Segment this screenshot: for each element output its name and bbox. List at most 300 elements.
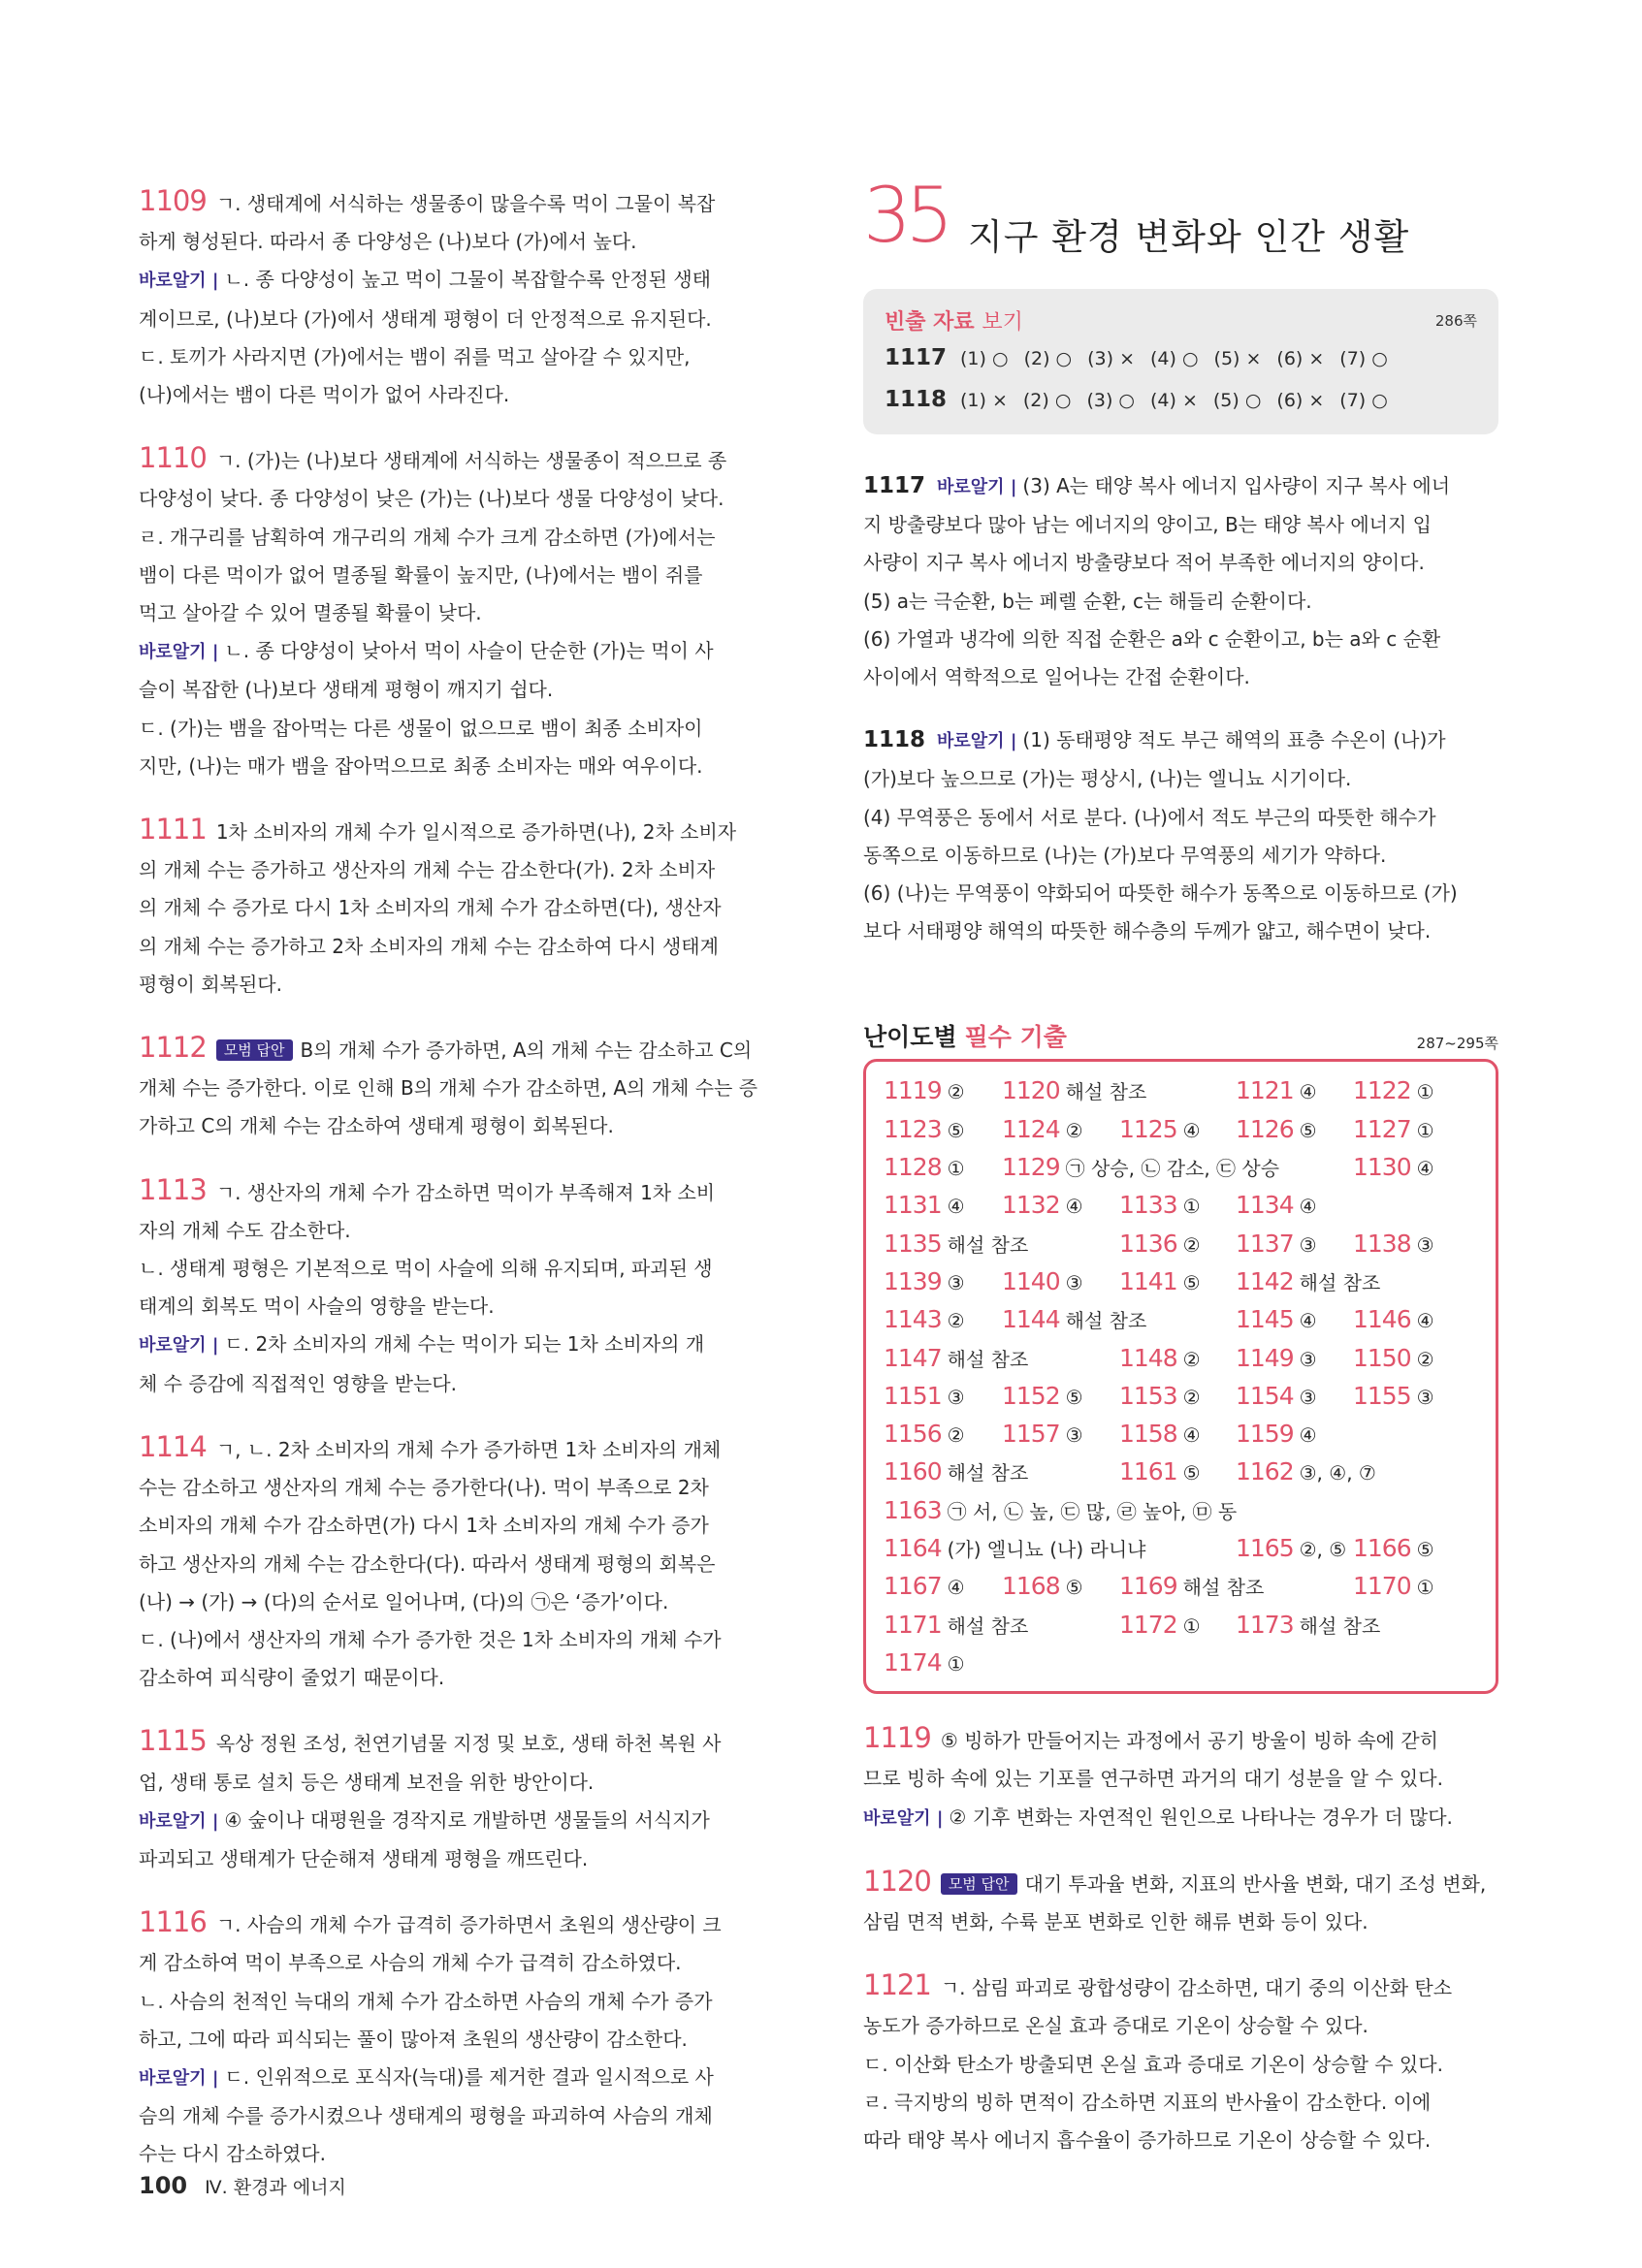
answer-value: ① <box>1416 1080 1434 1104</box>
answer-number: 1161 <box>1119 1457 1177 1486</box>
answer-number: 1129 <box>1002 1153 1060 1182</box>
answer-number: 1132 <box>1002 1191 1060 1220</box>
answer-item <box>884 1110 965 1150</box>
answer-item <box>884 1644 965 1683</box>
answer-row <box>884 1339 1496 1377</box>
answer-item <box>1236 1110 1317 1150</box>
answer-number: 1126 <box>1236 1114 1294 1143</box>
model-answer-badge: 모범 답안 <box>216 1039 293 1061</box>
answer-value: ③ <box>1065 1423 1083 1448</box>
answer-item <box>1353 1529 1434 1569</box>
answer-number: 1141 <box>1119 1266 1177 1295</box>
answer-item <box>1002 1300 1146 1340</box>
problem-line: 감소하여 피식량이 줄었기 때문이다. <box>139 1666 445 1690</box>
answer-item <box>1119 1262 1201 1302</box>
answer-value: ⑤ <box>1182 1461 1201 1485</box>
answer-value: ②, ⑤ <box>1299 1538 1347 1561</box>
problem-line: 하고, 그에 따라 피식되는 풀이 많아져 초원의 생산량이 감소한다. <box>139 2027 688 2051</box>
problem-line: 따라 태양 복사 에너지 흡수율이 증가하므로 기온이 상승할 수 있다. <box>863 2128 1432 2153</box>
answer-item <box>1119 1606 1201 1645</box>
answer-item <box>1236 1262 1380 1302</box>
wrong-answer-line: (1) 동태평양 적도 부근 해역의 표층 수온이 (나)가 <box>1022 728 1446 752</box>
answer-item <box>1002 1262 1083 1302</box>
answer-title <box>863 1018 1067 1053</box>
answer-item <box>1353 1110 1434 1150</box>
answer-number: 1168 <box>1002 1572 1060 1601</box>
answer-row <box>884 1110 1496 1148</box>
answer-item <box>1002 1567 1083 1607</box>
wrong-answer-line: ② 기후 변화는 자연적인 원인으로 나타나는 경우가 더 많다. <box>949 1805 1453 1829</box>
answer-number: 1119 <box>884 1076 942 1105</box>
answer-number: 1125 <box>1119 1114 1177 1143</box>
answer-value: ④ <box>947 1576 965 1600</box>
answer-value: ① <box>947 1157 965 1181</box>
frequent-item: (6) × <box>1276 390 1325 411</box>
answer-value: ④ <box>1416 1157 1434 1181</box>
answer-item <box>1002 1415 1083 1454</box>
problem-1115 <box>139 1722 775 1878</box>
problem-number: 1116 <box>139 1905 207 1939</box>
answer-item <box>884 1339 1028 1379</box>
answer-row <box>884 1453 1496 1490</box>
answer-title-a: 난이도별 <box>863 1023 957 1052</box>
model-answer-line: B의 개체 수가 증가하면, A의 개체 수는 감소하고 C의 <box>300 1038 753 1063</box>
answer-number: 1144 <box>1002 1305 1060 1334</box>
answer-row <box>884 1644 1496 1681</box>
problem-line: ㄷ. 이산화 탄소가 방출되면 온실 효과 증대로 기온이 상승할 수 있다. <box>863 2052 1443 2076</box>
problem-1110 <box>139 439 775 785</box>
wrong-answer-tag: 바로알기 | <box>937 731 1017 752</box>
answer-value: ④ <box>1299 1423 1317 1448</box>
answer-item <box>884 1606 1028 1645</box>
answer-row <box>884 1567 1496 1605</box>
answer-number: 1127 <box>1353 1114 1411 1143</box>
answer-item <box>1236 1339 1317 1379</box>
answer-number: 1163 <box>884 1495 942 1524</box>
problem-line: ㄹ. 극지방의 빙하 면적이 감소하면 지표의 반사율이 감소한다. 이에 <box>863 2090 1432 2114</box>
wrong-answer-line: 사량이 지구 복사 에너지 방출량보다 적어 부족한 에너지의 양이다. <box>863 551 1425 575</box>
wrong-answer-note <box>139 1326 775 1402</box>
problem-line: ㄷ. (나)에서 생산자의 개체 수가 증가한 것은 1차 소비자의 개체 수가 <box>139 1627 722 1651</box>
answer-value: 해설 참조 <box>1065 1309 1147 1333</box>
wrong-answer-line: 지만, (나)는 매가 뱀을 잡아먹으므로 최종 소비자는 매와 여우이다. <box>139 753 703 778</box>
problem-line: 업, 생태 통로 설치 등은 생태계 보전을 위한 방안이다. <box>139 1770 595 1794</box>
problem-1109 <box>139 182 775 414</box>
answer-row <box>884 1186 1496 1224</box>
answer-number: 1158 <box>1119 1420 1177 1449</box>
answer-item <box>1002 1377 1083 1417</box>
answer-number: 1173 <box>1236 1610 1294 1639</box>
answer-item <box>1119 1453 1201 1492</box>
wrong-answer-line: (3) A는 태양 복사 에너지 입사량이 지구 복사 에너 <box>1022 474 1451 497</box>
problem-line: ㄱ. 사슴의 개체 수가 급격히 증가하면서 초원의 생산량이 크 <box>215 1913 722 1937</box>
answer-value: ③ <box>947 1270 965 1294</box>
answer-value: ② <box>1065 1118 1083 1142</box>
wrong-answer-line: ㄷ. 2차 소비자의 개체 수는 먹이가 되는 1차 소비자의 개 <box>224 1332 705 1357</box>
problem-number: 1112 <box>139 1031 207 1065</box>
model-answer-line: 삼림 면적 변화, 수륙 분포 변화로 인한 해류 변화 등이 있다. <box>863 1910 1368 1933</box>
problem-1121 <box>863 1966 1498 2159</box>
problem-line: 므로 빙하 속에 있는 기포를 연구하면 과거의 대기 성분을 알 수 있다. <box>863 1767 1443 1791</box>
answer-item <box>884 1377 965 1417</box>
problem-number: 1109 <box>139 184 207 217</box>
answer-value: ④ <box>1416 1309 1434 1333</box>
answer-number: 1146 <box>1353 1305 1411 1334</box>
answer-number: 1135 <box>884 1229 942 1258</box>
page-footer <box>139 2172 346 2199</box>
answer-row <box>884 1300 1496 1338</box>
chapter-title: 지구 환경 변화와 인간 생활 <box>968 216 1410 258</box>
answer-value: ④ <box>947 1195 965 1219</box>
problem-line: 의 개체 수는 증가하고 생산자의 개체 수는 감소한다(가). 2차 소비자 <box>139 858 716 882</box>
problem-line: 1차 소비자의 개체 수가 일시적으로 증가하면(나), 2차 소비자 <box>215 820 737 845</box>
answer-item <box>1236 1225 1317 1264</box>
wrong-answer-tag: 바로알기 | <box>937 477 1017 497</box>
answer-number: 1166 <box>1353 1534 1411 1562</box>
section-name: Ⅳ. 환경과 에너지 <box>205 2177 346 2198</box>
answer-number: 1143 <box>884 1305 942 1334</box>
wrong-answer-line: 계이므로, (나)보다 (가)에서 생태계 평형이 더 안정적으로 유지된다. <box>139 306 712 331</box>
answer-value: ① <box>1416 1118 1434 1142</box>
answer-value: ② <box>1416 1347 1434 1371</box>
answer-number: 1138 <box>1353 1229 1411 1258</box>
answer-value: 해설 참조 <box>947 1347 1029 1371</box>
problem-number: 1115 <box>139 1724 207 1758</box>
answer-value: ㉠ 서, ㉡ 높, ㉢ 많, ㉣ 높아, ㉤ 동 <box>947 1499 1238 1523</box>
frequent-data-title <box>885 305 1023 335</box>
answer-value: ⑤ <box>947 1118 965 1142</box>
answer-value: ⑤ <box>1182 1270 1201 1294</box>
answer-item <box>884 1491 1237 1531</box>
problem-line: 하게 형성된다. 따라서 종 다양성은 (나)보다 (가)에서 높다. <box>139 230 637 254</box>
answer-item <box>1119 1567 1264 1607</box>
answer-value: 해설 참조 <box>1299 1613 1381 1638</box>
problem-line: ㄴ. 생태계 평형은 기본적으로 먹이 사슬에 의해 유지되며, 파괴된 생 <box>139 1257 713 1281</box>
answer-value: 해설 참조 <box>1299 1270 1381 1294</box>
wrong-answer-line: ㄷ. (가)는 뱀을 잡아먹는 다른 생물이 없으므로 뱀이 최종 소비자이 <box>139 716 703 740</box>
problem-line: ⑤ 빙하가 만들어지는 과정에서 공기 방울이 빙하 속에 갇히 <box>940 1729 1438 1753</box>
answer-item <box>1119 1339 1201 1379</box>
problem-line: 태계의 회복도 먹이 사슬의 영향을 받는다. <box>139 1294 495 1319</box>
answer-value: ③, ④, ⑦ <box>1299 1461 1376 1485</box>
answer-number: 1149 <box>1236 1343 1294 1372</box>
answer-row <box>884 1262 1496 1300</box>
answer-value: ④ <box>1299 1309 1317 1333</box>
problem-1113 <box>139 1171 775 1403</box>
answer-value: ① <box>1182 1195 1201 1219</box>
answer-item <box>1119 1110 1201 1150</box>
wrong-answer-note <box>139 2059 775 2174</box>
problem-1111 <box>139 811 775 1004</box>
answer-value: ① <box>1182 1613 1201 1638</box>
answer-number: 1151 <box>884 1381 942 1410</box>
answer-number: 1159 <box>1236 1420 1294 1449</box>
frequent-item: (1) ○ <box>960 348 1009 369</box>
answer-number: 1150 <box>1353 1343 1411 1372</box>
answer-number: 1139 <box>884 1266 942 1295</box>
problem-line: ㄹ. 개구리를 남획하여 개구리의 개체 수가 크게 감소하면 (가)에서는 <box>139 525 716 549</box>
page-number: 100 <box>139 2172 188 2199</box>
answer-item <box>884 1415 965 1454</box>
answer-row <box>884 1491 1496 1529</box>
answer-value: ④ <box>1065 1195 1083 1219</box>
problem-line: ㄱ. (가)는 (나)보다 생태계에 서식하는 생물종이 적으므로 종 <box>215 449 727 473</box>
problem-line: 의 개체 수 증가로 다시 1차 소비자의 개체 수가 감소하면(다), 생산자 <box>139 896 722 920</box>
answer-number: 1147 <box>884 1343 942 1372</box>
answer-value: ③ <box>947 1385 965 1409</box>
answer-number: 1157 <box>1002 1420 1060 1449</box>
wrong-answer-line: ㄷ. 토끼가 사라지면 (가)에서는 뱀이 쥐를 먹고 살아갈 수 있지만, <box>139 344 691 368</box>
problem-number: 1111 <box>139 813 207 847</box>
answer-row <box>884 1377 1496 1415</box>
problem-line: 하고 생산자의 개체 수는 감소한다(다). 따라서 생태계 평형의 회복은 <box>139 1551 716 1576</box>
wrong-answer-note <box>139 261 775 414</box>
answer-item <box>1119 1415 1201 1454</box>
answer-number: 1152 <box>1002 1381 1060 1410</box>
answer-number: 1162 <box>1236 1457 1294 1486</box>
answer-value: ③ <box>1416 1232 1434 1257</box>
answer-value: ③ <box>1299 1347 1317 1371</box>
answer-item <box>884 1262 965 1302</box>
answer-value: ② <box>1182 1232 1201 1257</box>
frequent-data-header <box>885 303 1477 337</box>
frequent-data-rows <box>885 337 1477 421</box>
frequent-data-box <box>863 289 1498 434</box>
problem-line: ㄱ. 생산자의 개체 수가 감소하면 먹이가 부족해져 1차 소비 <box>215 1180 716 1204</box>
answer-number: 1154 <box>1236 1381 1294 1410</box>
problem-line: ㄱ. 생태계에 서식하는 생물종이 많을수록 먹이 그물이 복잡 <box>215 192 716 215</box>
frequent-item: (4) ○ <box>1149 348 1199 369</box>
frequent-item: (6) × <box>1276 348 1325 369</box>
problem-1118 <box>863 721 1498 950</box>
answer-page: 287~295쪽 <box>1416 1035 1498 1053</box>
answer-value: (가) 엘니뇨 (나) 라니냐 <box>947 1538 1146 1561</box>
problem-line: 소비자의 개체 수가 감소하면(가) 다시 1차 소비자의 개체 수가 증가 <box>139 1514 709 1538</box>
wrong-answer-note <box>863 1799 1498 1837</box>
answer-value: ① <box>1416 1576 1434 1600</box>
answer-item <box>1236 1529 1346 1569</box>
answer-value: ④ <box>1299 1080 1317 1104</box>
answer-value: ① <box>947 1651 965 1676</box>
wrong-answer-tag: 바로알기 | <box>139 2067 219 2089</box>
answer-header <box>863 1018 1498 1053</box>
answer-item <box>1236 1606 1380 1645</box>
problem-1117 <box>863 467 1498 696</box>
wrong-answer-line: (나)에서는 뱀이 다른 먹이가 없어 사라진다. <box>139 383 510 407</box>
wrong-answer-line: 체 수 증감에 직접적인 영향을 받는다. <box>139 1371 457 1395</box>
wrong-answer-line: 동쪽으로 이동하므로 (나)는 (가)보다 무역풍의 세기가 약하다. <box>863 843 1387 867</box>
answer-item <box>884 1148 965 1188</box>
answer-row <box>884 1606 1496 1644</box>
answer-number: 1164 <box>884 1534 942 1562</box>
problem-line: 의 개체 수는 증가하고 2차 소비자의 개체 수는 감소하여 다시 생태계 <box>139 934 719 958</box>
problem-1114 <box>139 1428 775 1697</box>
answer-title-b: 필수 기출 <box>964 1023 1067 1052</box>
answer-item <box>1236 1071 1317 1111</box>
right-problems <box>863 467 1498 950</box>
frequent-item: (5) × <box>1213 348 1262 369</box>
answer-number: 1156 <box>884 1420 942 1449</box>
answer-number: 1160 <box>884 1457 942 1486</box>
answer-number: 1172 <box>1119 1610 1177 1639</box>
wrong-answer-line: ㄷ. 인위적으로 포식자(늑대)를 제거한 결과 일시적으로 사 <box>224 2064 714 2089</box>
answer-number: 1136 <box>1119 1229 1177 1258</box>
answer-item <box>884 1186 965 1226</box>
answer-number: 1148 <box>1119 1343 1177 1372</box>
answer-value: 해설 참조 <box>1182 1576 1265 1600</box>
answer-item <box>1119 1377 1201 1417</box>
problem-line: 옥상 정원 조성, 천연기념물 지정 및 보호, 생태 하천 복원 사 <box>215 1732 722 1756</box>
answer-row <box>884 1529 1496 1567</box>
problem-number: 1118 <box>863 727 926 753</box>
answer-item <box>1236 1300 1317 1340</box>
answer-item <box>1353 1377 1434 1417</box>
wrong-answer-line: 보다 서태평양 해역의 따뜻한 해수층의 두께가 얇고, 해수면이 낮다. <box>863 919 1432 943</box>
problem-number: 1110 <box>139 441 207 475</box>
answer-item <box>884 1071 965 1111</box>
wrong-answer-line: ④ 숲이나 대평원을 경작지로 개발하면 생물들의 서식지가 <box>224 1807 710 1832</box>
answer-value: ③ <box>1416 1385 1434 1409</box>
answer-item <box>1236 1377 1317 1417</box>
frequent-row <box>885 337 1477 379</box>
model-answer-line: 개체 수는 증가한다. 이로 인해 B의 개체 수가 감소하면, A의 개체 수는 증 <box>139 1076 758 1101</box>
answer-item <box>1236 1415 1317 1454</box>
frequent-item: (7) ○ <box>1339 390 1388 411</box>
answer-item <box>1119 1186 1201 1226</box>
answer-item <box>1353 1567 1434 1607</box>
wrong-answer-tag: 바로알기 | <box>139 642 219 663</box>
frequent-item: (3) × <box>1087 348 1135 369</box>
problem-number: 1117 <box>863 473 926 498</box>
problem-line: 게 감소하여 먹이 부족으로 사슴의 개체 수가 급격히 감소하였다. <box>139 1951 682 1975</box>
answer-item <box>1353 1300 1434 1340</box>
answer-item <box>1236 1186 1317 1226</box>
problem-line: ㄱ. 삼림 파괴로 광합성량이 감소하면, 대기 중의 이산화 탄소 <box>940 1976 1453 2000</box>
frequent-item: (5) ○ <box>1212 390 1262 411</box>
model-answer-badge: 모범 답안 <box>941 1873 1017 1895</box>
wrong-answer-line: (6) (나)는 무역풍이 약화되어 따뜻한 해수가 동쪽으로 이동하므로 (가) <box>863 881 1458 906</box>
problem-line: 평형이 회복된다. <box>139 972 282 996</box>
frequent-row-number: 1117 <box>885 345 948 370</box>
answer-number: 1153 <box>1119 1381 1177 1410</box>
problem-line: 먹고 살아갈 수 있어 멸종될 확률이 낮다. <box>139 601 482 625</box>
problem-1116 <box>139 1903 775 2173</box>
wrong-answer-line: ㄴ. 종 다양성이 낮아서 먹이 사슬이 단순한 (가)는 먹이 사 <box>224 639 714 663</box>
answer-row <box>884 1225 1496 1262</box>
answer-item <box>1002 1071 1146 1111</box>
answer-item <box>1353 1071 1434 1111</box>
answer-value: ② <box>1182 1347 1201 1371</box>
answer-number: 1169 <box>1119 1572 1177 1601</box>
frequent-data-page: 286쪽 <box>1434 311 1477 330</box>
frequent-item: (3) ○ <box>1086 390 1135 411</box>
frequent-item: (2) ○ <box>1023 348 1073 369</box>
wrong-answer-line: (4) 무역풍은 동에서 서로 분다. (나)에서 적도 부근의 따뜻한 해수가 <box>863 805 1436 829</box>
problem-line: ㄱ, ㄴ. 2차 소비자의 개체 수가 증가하면 1차 소비자의 개체 <box>215 1437 722 1461</box>
answer-item <box>884 1529 1145 1569</box>
answer-value: ④ <box>1182 1118 1201 1142</box>
problem-line: 뱀이 다른 먹이가 없어 멸종될 확률이 높지만, (나)에서는 뱀이 쥐를 <box>139 562 703 587</box>
answer-number: 1124 <box>1002 1114 1060 1143</box>
wrong-answer-line: 슴의 개체 수를 증가시켰으나 생태계의 평형을 파괴하여 사슴의 개체 <box>139 2104 713 2128</box>
answer-value: 해설 참조 <box>947 1461 1029 1485</box>
answer-box <box>863 1059 1498 1694</box>
frequent-item: (7) ○ <box>1339 348 1388 369</box>
answer-item <box>1002 1110 1083 1150</box>
answer-item <box>1002 1148 1279 1188</box>
answer-value: ③ <box>1299 1385 1317 1409</box>
model-answer-line: 대기 투과율 변화, 지표의 반사율 변화, 대기 조성 변화, <box>1024 1871 1487 1896</box>
answer-value: ⑤ <box>1416 1538 1434 1561</box>
answer-item <box>1353 1225 1434 1264</box>
wrong-answer-line: (5) a는 극순환, b는 페렐 순환, c는 해들리 순환이다. <box>863 589 1312 613</box>
answer-item <box>1353 1148 1434 1188</box>
answer-number: 1170 <box>1353 1572 1411 1601</box>
answer-value: ㉠ 상승, ㉡ 감소, ㉢ 상승 <box>1065 1157 1280 1181</box>
answer-item <box>1002 1186 1083 1226</box>
answer-value: ④ <box>1182 1423 1201 1448</box>
problem-number: 1114 <box>139 1429 207 1463</box>
answer-value: ③ <box>1299 1232 1317 1257</box>
chapter-header <box>863 173 1498 289</box>
answer-value: ⑤ <box>1299 1118 1317 1142</box>
answer-item <box>884 1300 965 1340</box>
frequent-row <box>885 379 1477 421</box>
answer-value: ② <box>947 1423 965 1448</box>
answer-item <box>1353 1339 1434 1379</box>
problem-line: (나) → (가) → (다)의 순서로 일어나며, (다)의 ㉠은 ‘증가’이다. <box>139 1589 669 1613</box>
answer-number: 1167 <box>884 1572 942 1601</box>
wrong-answer-line: 파괴되고 생태계가 단순해져 생태계 평형을 깨뜨린다. <box>139 1846 589 1870</box>
answer-value: ⑤ <box>1065 1385 1083 1409</box>
frequent-item: (4) × <box>1149 390 1198 411</box>
problem-1112 <box>139 1029 775 1146</box>
answer-item <box>1236 1453 1376 1492</box>
answer-number: 1140 <box>1002 1266 1060 1295</box>
wrong-answer-line: 슬이 복잡한 (나)보다 생태계 평형이 깨지기 쉽다. <box>139 678 554 702</box>
answer-number: 1145 <box>1236 1305 1294 1334</box>
problem-line: 자의 개체 수도 감소한다. <box>139 1218 351 1242</box>
answer-item <box>1119 1225 1201 1264</box>
wrong-answer-note <box>139 1802 775 1878</box>
frequent-item: (1) × <box>960 390 1008 411</box>
problem-number: 1121 <box>863 1968 931 2002</box>
wrong-answer-line: (가)보다 높으므로 (가)는 평상시, (나)는 엘니뇨 시기이다. <box>863 767 1352 791</box>
answer-value: 해설 참조 <box>947 1232 1029 1257</box>
answer-number: 1122 <box>1353 1076 1411 1105</box>
answer-number: 1120 <box>1002 1076 1060 1105</box>
wrong-answer-tag: 바로알기 | <box>139 271 219 292</box>
wrong-answer-tag: 바로알기 | <box>139 1810 219 1832</box>
answer-item <box>884 1453 1028 1492</box>
frequent-item: (2) ○ <box>1022 390 1072 411</box>
answer-number: 1131 <box>884 1191 942 1220</box>
problem-line: 다양성이 낮다. 종 다양성이 낮은 (가)는 (나)보다 생물 다양성이 낮다. <box>139 487 724 511</box>
answer-item <box>884 1567 965 1607</box>
answer-value: 해설 참조 <box>947 1613 1029 1638</box>
wrong-answer-line: 지 방출량보다 많아 남는 에너지의 양이고, B는 태양 복사 에너지 입 <box>863 513 1432 537</box>
answer-value: 해설 참조 <box>1065 1080 1147 1104</box>
frequent-row-number: 1118 <box>885 387 948 412</box>
wrong-answer-line: 수는 다시 감소하였다. <box>139 2142 326 2166</box>
answer-number: 1165 <box>1236 1534 1294 1562</box>
answer-number: 1123 <box>884 1114 942 1143</box>
answer-row <box>884 1415 1496 1453</box>
problem-number: 1120 <box>863 1864 931 1898</box>
wrong-answer-line: ㄴ. 종 다양성이 높고 먹이 그물이 복잡할수록 안정된 생태 <box>224 268 711 292</box>
model-answer-line: 가하고 C의 개체 수는 감소하여 생태계 평형이 회복된다. <box>139 1114 614 1138</box>
right-column <box>863 173 1498 2185</box>
